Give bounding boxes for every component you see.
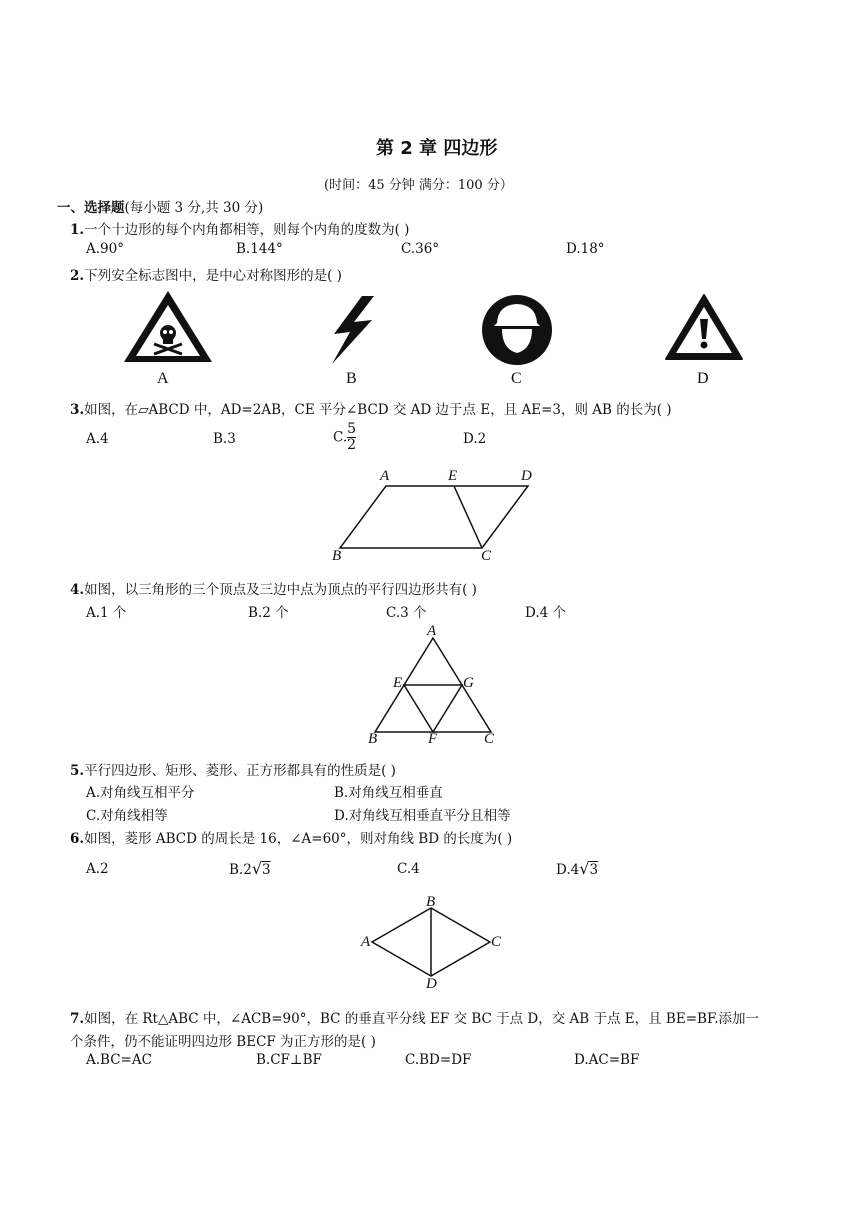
option-b: B.144° xyxy=(236,241,283,257)
question-number: 6. xyxy=(70,831,85,847)
question-number: 2. xyxy=(70,268,85,284)
option-a: A.4 xyxy=(86,431,109,447)
page-subtitle: (时间：45 分钟 满分：100 分） xyxy=(324,178,513,193)
question-2 xyxy=(70,264,342,284)
sign-label-c: C xyxy=(511,370,522,387)
option-b: B.对角线互相垂直 xyxy=(334,785,443,801)
question-text: 平行四边形、矩形、菱形、正方形都具有的性质是( ) xyxy=(84,763,396,779)
option-d: D.4 个 xyxy=(525,605,567,621)
option-d: D.4√3 xyxy=(556,859,599,878)
parallelogram-figure xyxy=(330,468,540,568)
point-label-g: G xyxy=(463,675,474,691)
option-c: C.对角线相等 xyxy=(86,808,168,824)
option-c: C.BD=DF xyxy=(405,1052,472,1068)
question-number: 7. xyxy=(70,1011,85,1027)
sqrt-radicand: 3 xyxy=(589,862,599,878)
option-c: C. $\frac{5}{2}$ xyxy=(333,421,357,454)
point-label-a: A xyxy=(361,934,371,950)
option-a: A.90° xyxy=(86,241,124,257)
point-label-e: E xyxy=(448,468,458,484)
point-label-b: B xyxy=(332,548,342,564)
fraction-numerator: 5 xyxy=(347,421,357,437)
fraction xyxy=(347,422,356,454)
exclamation-warning-sign-icon xyxy=(664,293,744,363)
page-title: 第 2 章 四边形 xyxy=(376,138,498,159)
option-b: B.3 xyxy=(213,431,236,447)
point-label-b: B xyxy=(426,894,436,910)
section-header xyxy=(57,196,263,216)
point-label-c: C xyxy=(484,731,495,747)
option-b: B.2 个 xyxy=(248,605,289,621)
skull-warning-sign-icon xyxy=(118,288,218,368)
question-3 xyxy=(70,398,672,418)
question-number: 5. xyxy=(70,763,85,779)
question-7 xyxy=(70,1007,759,1027)
question-number: 1. xyxy=(70,222,85,238)
point-label-b: B xyxy=(368,731,378,747)
question-text: 如图，菱形 ABCD 的周长是 16，∠A=60°，则对角线 BD 的长度为( ) xyxy=(84,831,513,847)
option-d: D.AC=BF xyxy=(574,1052,640,1068)
point-label-d: D xyxy=(521,468,532,484)
sqrt-radicand: 3 xyxy=(262,862,271,878)
point-label-a: A xyxy=(427,623,437,639)
point-label-f: F xyxy=(428,731,438,747)
question-text: 如图，在▱ABCD 中，AD=2AB，CE 平分∠BCD 交 AD 边于点 E，且 AE=3，则 AB 的长为( ) xyxy=(84,402,672,418)
option-a: A.1 个 xyxy=(86,605,127,621)
sign-label-a: A xyxy=(157,370,169,387)
question-text: 如图，以三角形的三个顶点及三边中点为顶点的平行四边形共有( ) xyxy=(84,582,477,598)
lightning-sign-icon xyxy=(324,294,382,366)
sign-label-d: D xyxy=(697,370,709,387)
triangle-midpoints-figure xyxy=(360,624,510,744)
question-number: 3. xyxy=(70,402,85,418)
option-d: D.18° xyxy=(566,241,605,257)
section-note: (每小题 3 分,共 30 分) xyxy=(124,200,264,216)
question-text: 一个十边形的每个内角都相等，则每个内角的度数为( ) xyxy=(84,222,410,238)
sign-label-b: B xyxy=(346,370,357,387)
question-number: 4. xyxy=(70,582,85,598)
point-label-e: E xyxy=(393,675,403,691)
question-6 xyxy=(70,827,512,847)
fraction-denominator: 2 xyxy=(347,437,357,454)
option-d: D.对角线互相垂直平分且相等 xyxy=(334,808,511,824)
option-c: C.4 xyxy=(397,861,420,877)
option-a: A.BC=AC xyxy=(86,1052,152,1068)
section-label: 一、选择题 xyxy=(57,200,125,216)
helmet-sign-icon xyxy=(480,293,554,367)
option-a: A.2 xyxy=(86,861,109,877)
question-4 xyxy=(70,578,477,598)
option-d: D.2 xyxy=(463,431,487,447)
question-text: 如图，在 Rt△ABC 中，∠ACB=90°，BC 的垂直平分线 EF 交 BC 于点 D，交 AB 于点 E，且 BE=BF.添加一 xyxy=(84,1011,759,1027)
option-b: B.2√3 xyxy=(229,859,271,878)
option-a: A.对角线互相平分 xyxy=(86,785,195,801)
question-5 xyxy=(70,759,396,779)
option-c: C.3 个 xyxy=(386,605,427,621)
point-label-d: D xyxy=(426,976,437,992)
point-label-a: A xyxy=(380,468,390,484)
point-label-c: C xyxy=(481,548,492,564)
question-text: 下列安全标志图中，是中心对称图形的是( ) xyxy=(84,268,342,284)
option-b: B.CF⊥BF xyxy=(256,1052,322,1068)
option-c: C.36° xyxy=(401,241,440,257)
question-7-continued: 个条件，仍不能证明四边形 BECF 为正方形的是( ) xyxy=(70,1034,376,1050)
point-label-c: C xyxy=(491,934,502,950)
question-1 xyxy=(70,218,409,238)
